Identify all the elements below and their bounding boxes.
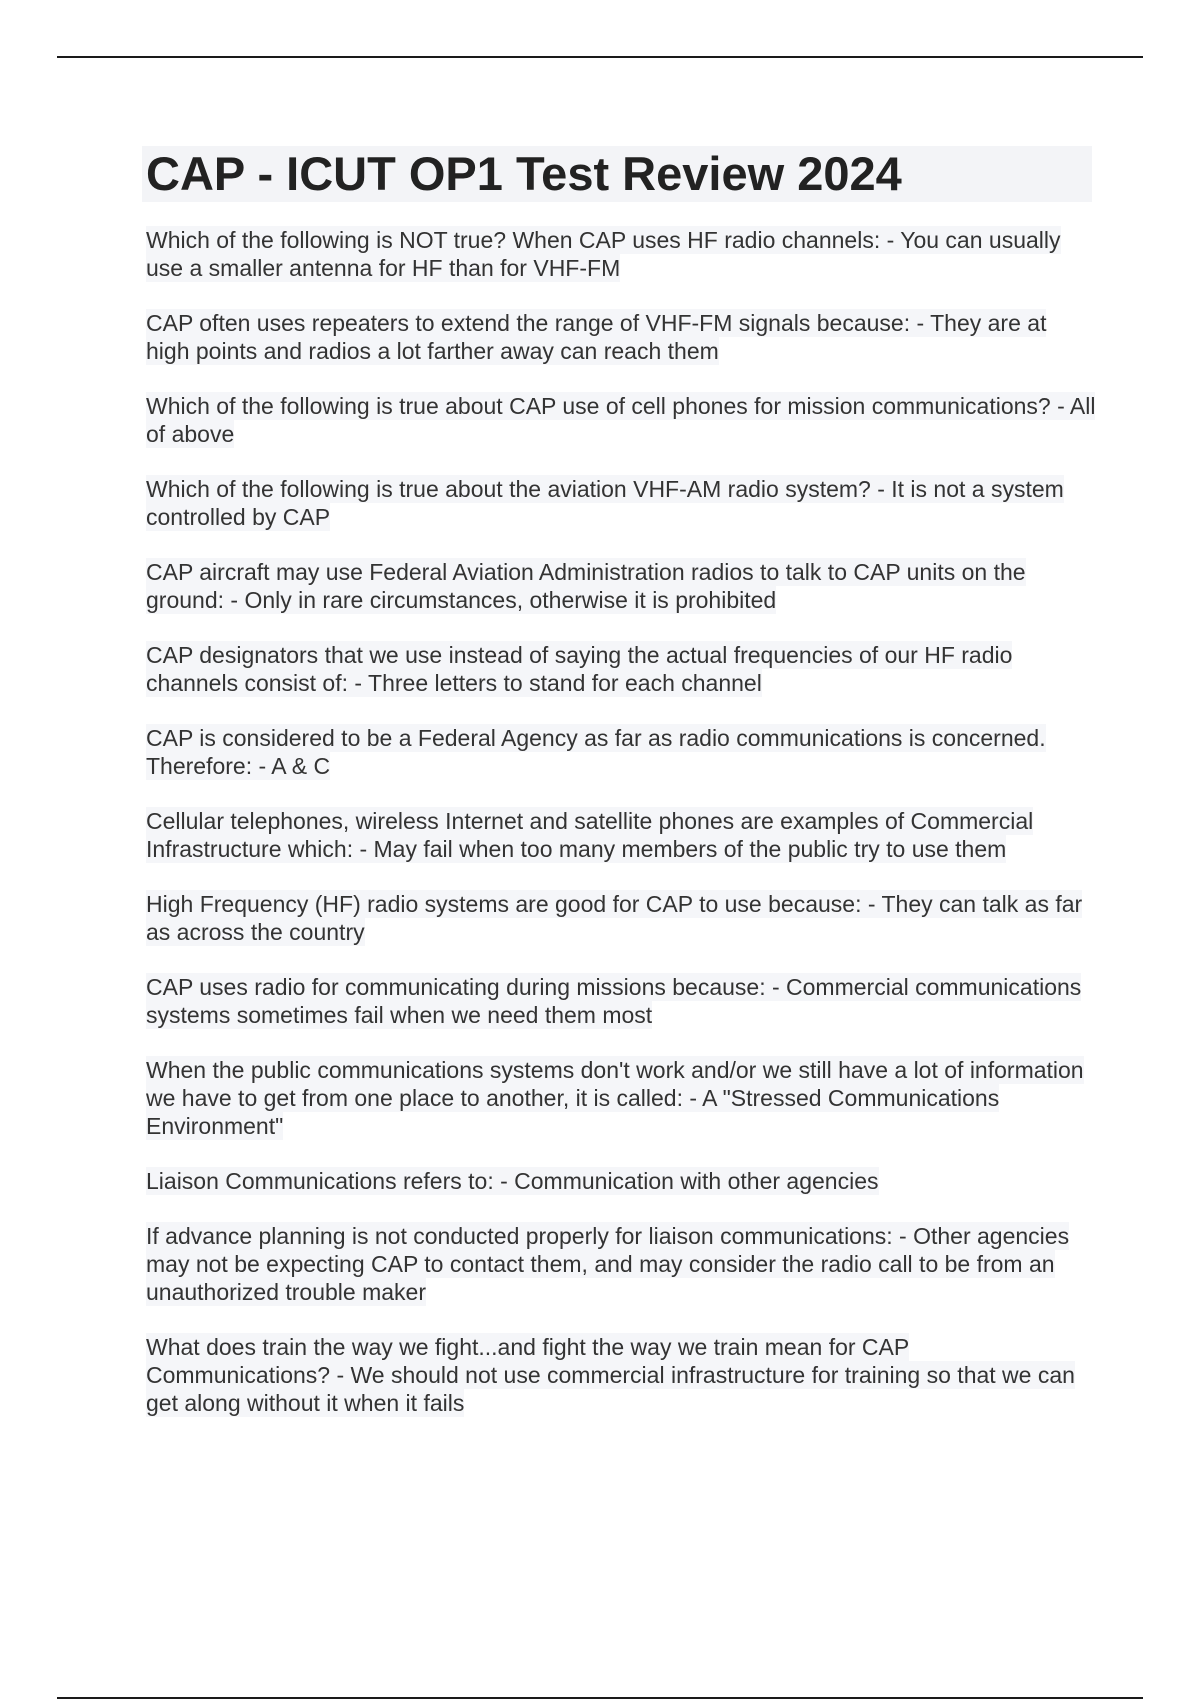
question-answer-text: Which of the following is true about the aviation VHF-AM radio system? - It is not a system controlled by CAP xyxy=(146,476,1064,530)
page-title: CAP - ICUT OP1 Test Review 2024 xyxy=(146,147,902,200)
question-answer-text: What does train the way we fight...and fight the way we train mean for CAP Communications? - We should not use commercial infrastructure for training so that we can get along without it when it fails xyxy=(146,1334,1075,1416)
list-item xyxy=(146,309,1096,365)
footer-rule xyxy=(57,1697,1143,1699)
header-rule xyxy=(57,56,1143,58)
question-answer-text: CAP designators that we use instead of saying the actual frequencies of our HF radio channels consist of: - Three letters to stand for each channel xyxy=(146,642,1013,696)
question-answer-text: Which of the following is NOT true? When CAP uses HF radio channels: - You can usually use a smaller antenna for HF than for VHF-FM xyxy=(146,227,1061,281)
list-item xyxy=(146,724,1096,780)
list-item xyxy=(146,1056,1096,1140)
list-item xyxy=(146,973,1096,1029)
question-answer-text: Which of the following is true about CAP use of cell phones for mission communications? - All of above xyxy=(146,393,1096,447)
question-answer-text: CAP aircraft may use Federal Aviation Administration radios to talk to CAP units on the ground: - Only in rare circumstances, otherwise it is prohibited xyxy=(146,559,1026,613)
question-answer-text: CAP often uses repeaters to extend the range of VHF-FM signals because: - They are at high points and radios a lot farther away can reach them xyxy=(146,310,1047,364)
list-item xyxy=(146,890,1096,946)
list-item xyxy=(146,641,1096,697)
list-item xyxy=(146,1222,1096,1306)
list-item xyxy=(146,558,1096,614)
list-item xyxy=(146,807,1096,863)
question-answer-text: CAP is considered to be a Federal Agency as far as radio communications is concerned. Therefore: - A & C xyxy=(146,725,1046,779)
list-item xyxy=(146,475,1096,531)
question-answer-text: CAP uses radio for communicating during missions because: - Commercial communications systems sometimes fail when we need them most xyxy=(146,974,1082,1028)
question-answer-text: When the public communications systems don't work and/or we still have a lot of information we have to get from one place to another, it is called: - A "Stressed Communications Environment" xyxy=(146,1057,1084,1139)
question-answer-text: Cellular telephones, wireless Internet and satellite phones are examples of Commercial Infrastructure which: - May fail when too many members of the public try to use them xyxy=(146,808,1034,862)
question-answer-text: If advance planning is not conducted properly for liaison communications: - Other agencies may not be expecting CAP to contact them, and may consider the radio call to be from an unauthorized trouble maker xyxy=(146,1223,1070,1305)
question-answer-text: High Frequency (HF) radio systems are good for CAP to use because: - They can talk as far as across the country xyxy=(146,891,1083,945)
list-item xyxy=(146,1167,1096,1195)
list-item xyxy=(146,226,1096,282)
question-answer-text: Liaison Communications refers to: - Communication with other agencies xyxy=(146,1168,879,1194)
question-answer-list xyxy=(146,226,1096,1444)
list-item xyxy=(146,1333,1096,1417)
list-item xyxy=(146,392,1096,448)
